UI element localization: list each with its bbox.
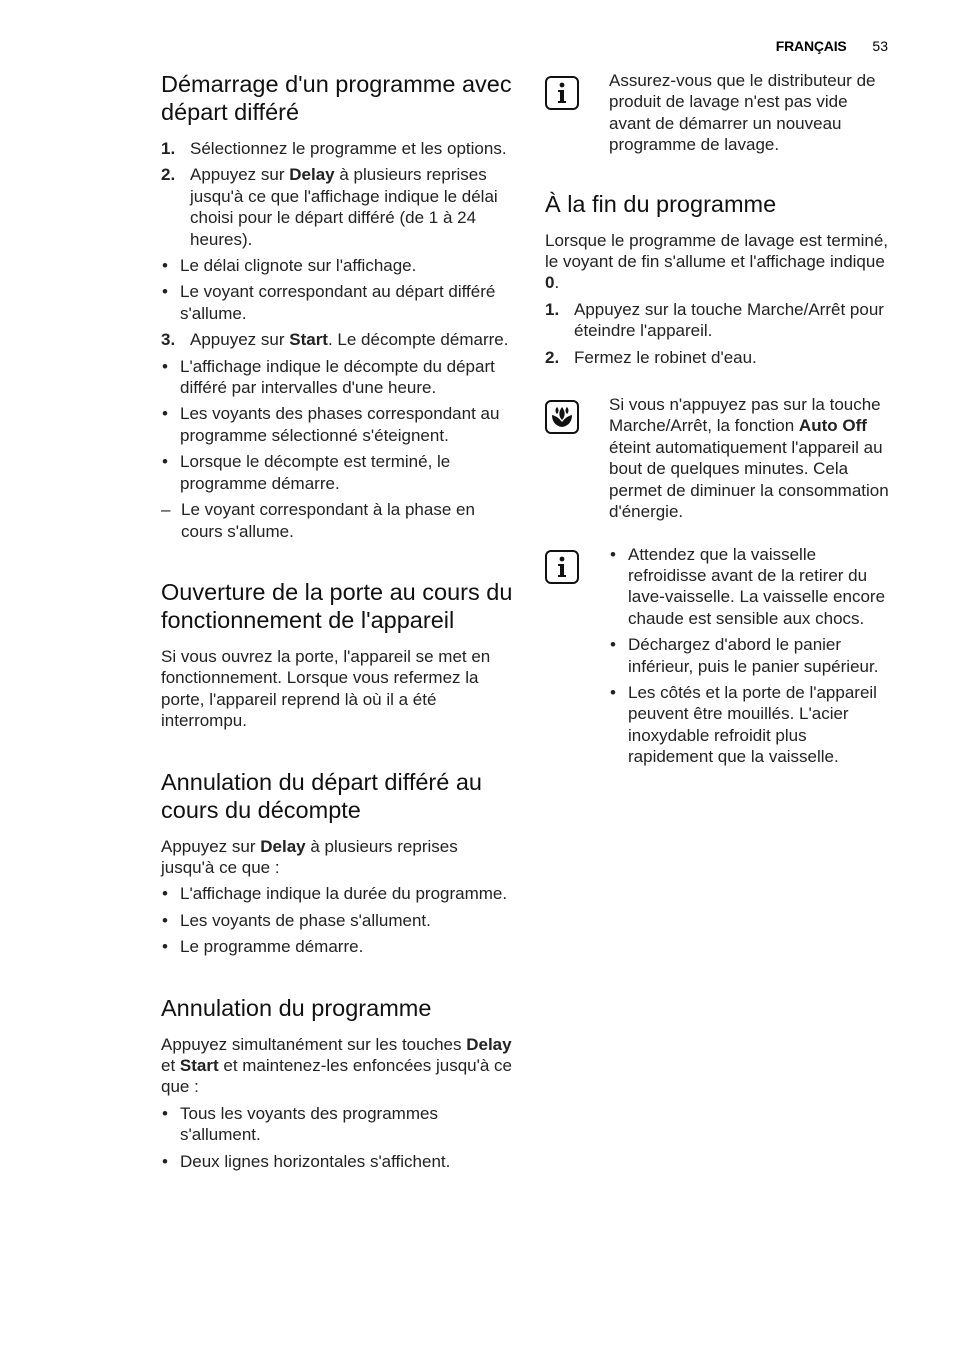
info-icon — [545, 550, 579, 584]
list-item: • Les voyants des phases correspondant au programme sélectionné s'éteignent. — [161, 403, 513, 446]
list-item: • Lorsque le décompte est terminé, le programme démarre. — [161, 451, 513, 494]
list-item: – Le voyant correspondant à la phase en cours s'allume. — [161, 499, 513, 542]
language-label: FRANÇAIS — [775, 38, 847, 54]
page-header — [776, 38, 888, 54]
left-column — [161, 70, 513, 1198]
step-2: 2. Appuyez sur Delay à plusieurs reprises jusqu'à ce que l'affichage indique le délai choisi pour le départ différé (de 1 à 24 heures). — [161, 165, 498, 249]
section-door-open — [161, 578, 513, 732]
step-2-bullets — [161, 255, 513, 324]
list-item: • Les voyants de phase s'allument. — [161, 910, 513, 931]
step-2: 2. Fermez le robinet d'eau. — [545, 347, 757, 367]
after-dash-list — [161, 499, 513, 542]
list-item: • Le voyant correspondant au départ différé s'allume. — [161, 281, 513, 324]
eco-note — [545, 394, 893, 522]
bullet-list — [161, 883, 513, 957]
bullet-list — [609, 544, 893, 768]
paragraph: Si vous ouvrez la porte, l'appareil se met en fonctionnement. Lorsque vous refermez la porte, l'appareil reprend là où il a été interrompu. — [161, 646, 491, 731]
section-title: Démarrage d'un programme avec départ différé — [161, 71, 512, 125]
right-column — [545, 70, 893, 794]
list-item: • Le délai clignote sur l'affichage. — [161, 255, 513, 276]
list-item: • L'affichage indique la durée du programme. — [161, 883, 513, 904]
start-key: Start — [289, 330, 328, 350]
list-item: • Attendez que la vaisselle refroidisse avant de la retirer du lave-vaisselle. La vaisselle encore chaude est sensible aux chocs. — [609, 544, 893, 630]
list-item: • Déchargez d'abord le panier inférieur, puis le panier supérieur. — [609, 634, 893, 677]
steps-list — [545, 299, 893, 368]
eco-leaf-icon — [545, 400, 579, 434]
section-cancel-delay — [161, 768, 513, 958]
steps-list — [161, 138, 513, 250]
section-title: À la fin du programme — [545, 190, 777, 217]
section-end-program — [545, 190, 893, 368]
step-3: 3. Appuyez sur Start. Le décompte démarre. — [161, 330, 509, 350]
step-1: 1. Appuyez sur la touche Marche/Arrêt pour éteindre l'appareil. — [545, 299, 884, 341]
section-title: Annulation du programme — [161, 994, 432, 1021]
info-icon — [545, 76, 579, 110]
paragraph: Lorsque le programme de lavage est terminé, le voyant de fin s'allume et l'affichage indique 0. — [545, 230, 889, 293]
delay-key: Delay — [289, 165, 335, 185]
note-text: Si vous n'appuyez pas sur la touche Marche/Arrêt, la fonction Auto Off éteint automatiquement l'appareil au bout de quelques minutes. Cela permet de diminuer la consommation d'énergie. — [609, 395, 889, 522]
paragraph: Appuyez simultanément sur les touches Delay et Start et maintenez-les enfoncées jusqu'à ce que : — [161, 1034, 513, 1097]
section-title: Annulation du départ différé au cours du décompte — [161, 768, 482, 823]
step-3-bullets — [161, 356, 513, 447]
section-delayed-start — [161, 70, 513, 542]
step-1: 1. Sélectionnez le programme et les options. — [161, 139, 507, 158]
list-item: • Tous les voyants des programmes s'allument. — [161, 1103, 513, 1146]
list-item: • Le programme démarre. — [161, 936, 513, 957]
steps-list-cont — [161, 329, 513, 350]
list-item: • Les côtés et la porte de l'appareil peuvent être mouillés. L'acier inoxydable refroidit plus rapidement que la vaisselle. — [609, 682, 893, 768]
info-note-detergent — [545, 70, 893, 156]
list-item: • Deux lignes horizontales s'affichent. — [161, 1151, 513, 1172]
list-item: • L'affichage indique le décompte du départ différé par intervalles d'une heure. — [161, 356, 513, 399]
page-number: 53 — [872, 38, 888, 54]
info-note-unload — [545, 544, 893, 768]
section-cancel-program — [161, 994, 513, 1172]
paragraph: Appuyez sur Delay à plusieurs reprises jusqu'à ce que : — [161, 836, 458, 877]
section-title: Ouverture de la porte au cours du fonctionnement de l'appareil — [161, 578, 513, 633]
note-text: Assurez-vous que le distributeur de produit de lavage n'est pas vide avant de démarrer un nouveau programme de lavage. — [609, 71, 876, 155]
after-list — [161, 451, 513, 494]
bullet-list — [161, 1103, 513, 1172]
